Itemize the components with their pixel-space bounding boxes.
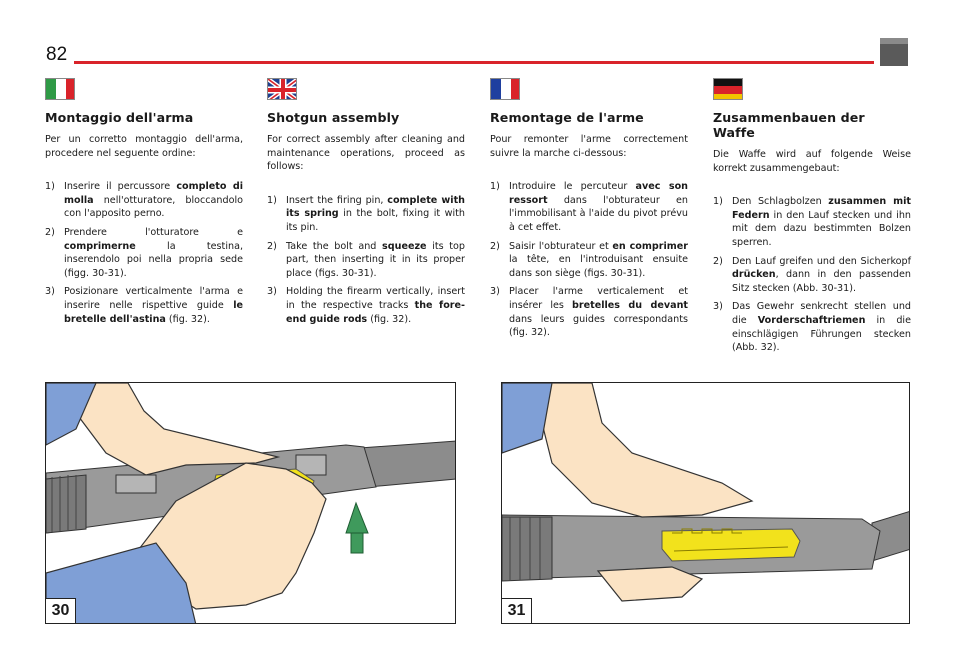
step-item [45, 180, 243, 221]
step-number: 3) [45, 286, 55, 298]
step-text: Placer l'arme verticalement et insérer les [509, 286, 688, 311]
step-text-bold: bretelles du devant [572, 299, 688, 311]
page-number: 82 [46, 44, 68, 65]
step-text: Take the bolt and [286, 240, 383, 252]
steps-list [267, 194, 465, 326]
step-text: Prendere l'otturatore e [64, 226, 243, 238]
step-text-bold: the fore-end guide rods [286, 299, 466, 325]
uk-flag-icon [267, 78, 297, 100]
step-number: 2) [490, 240, 500, 252]
steps-list [45, 180, 243, 326]
step-text: la tête, en l'introduisant ensuite dans son siège (figs. 30-31). [509, 254, 688, 279]
step-text: Den Schlagbolzen [732, 196, 829, 208]
step-item [713, 300, 911, 354]
figure-31-illustration [502, 383, 910, 624]
step-text: in den Lauf stecken und ihn mit dem dazu bestimmten Bolzen sperren. [732, 209, 911, 248]
corner-tab [880, 38, 908, 66]
germany-flag-icon [713, 78, 743, 100]
step-number: 1) [45, 181, 55, 193]
column-italian [45, 78, 243, 331]
column-german [713, 78, 911, 360]
step-number: 3) [713, 301, 723, 313]
step-text: its top part, then inserting it in its proper place (figs. 30-31). [286, 240, 465, 279]
step-text: in the bolt, fixing it with its pin. [286, 208, 465, 233]
step-item [490, 180, 688, 234]
step-text: Das Gewehr senkrecht stellen und die [732, 301, 911, 326]
step-text: Den Lauf greifen und den Sicherkopf [732, 255, 911, 267]
step-text-bold: en comprimer [612, 240, 688, 252]
figure-label: 30 [46, 598, 76, 623]
step-text: nell'otturatore, bloccandolo con l'apposito perno. [64, 194, 243, 220]
section-title: Shotgun assembly [267, 110, 400, 125]
step-text: in die einschlägigen Führungen stecken (Abb. 32). [732, 314, 911, 354]
step-number: 1) [713, 196, 723, 208]
column-english [267, 78, 465, 331]
step-text: (fig. 32). [367, 313, 412, 325]
figure-30-illustration [46, 383, 456, 624]
step-number: 1) [490, 181, 500, 193]
steps-list [713, 195, 911, 355]
step-item [713, 255, 911, 296]
step-text-bold: complete with its spring [286, 194, 465, 220]
step-text-bold: comprimerne [64, 240, 136, 252]
step-item [490, 240, 688, 281]
step-item [45, 285, 243, 326]
section-title: Montaggio dell'arma [45, 110, 194, 125]
header-rule [74, 61, 874, 64]
section-title: Zusammenbauen der Waffe [713, 110, 865, 140]
step-text: Posizionare verticalmente l'arma e inserire nelle rispettive guide [64, 286, 243, 311]
step-item [267, 194, 465, 235]
step-text: la testina, inserendolo poi nella propria sede (figg. 30-31). [64, 240, 243, 279]
steps-list [490, 180, 688, 340]
step-text: dans l'obturateur en l'immobilisant à l'aide du pivot prévu à cet effet. [509, 194, 688, 233]
step-item [267, 240, 465, 281]
figure-label: 31 [502, 598, 532, 623]
step-text-bold: completo di molla [64, 181, 243, 206]
step-text-bold: Vorderschaftriemen [757, 314, 866, 326]
intro-text: Pour remonter l'arme correctement suivre la marche ci-dessous: [490, 134, 688, 159]
step-text-bold: le bretelle dell'astina [64, 299, 243, 325]
step-text-bold: avec son ressort [509, 181, 688, 206]
step-text-bold: zusammen mit Federn [732, 196, 911, 221]
step-number: 3) [490, 286, 500, 298]
figure-31 [501, 382, 910, 624]
step-text: Insert the firing pin, [286, 194, 388, 206]
step-number: 2) [45, 226, 55, 238]
step-item [45, 226, 243, 280]
step-item [267, 285, 465, 326]
column-french [490, 78, 688, 345]
step-item [490, 285, 688, 339]
figure-30 [45, 382, 456, 624]
step-text: Introduire le percuteur [509, 181, 636, 193]
step-text: Saisir l'obturateur et [509, 240, 613, 252]
step-text: (fig. 32). [165, 313, 210, 325]
section-title: Remontage de l'arme [490, 110, 644, 125]
step-text-bold: drücken [732, 269, 776, 281]
step-number: 2) [713, 255, 723, 267]
step-number: 3) [267, 286, 277, 298]
step-number: 2) [267, 240, 277, 252]
intro-text: Die Waffe wird auf folgende Weise korrekt zusammengebaut: [713, 149, 911, 174]
step-text: , dann in den passenden Sitz stecken (Abb. 30-31). [732, 269, 911, 294]
step-text: Inserire il percussore [64, 181, 177, 193]
intro-text: For correct assembly after cleaning and maintenance operations, proceed as follows: [267, 134, 465, 173]
step-item [713, 195, 911, 249]
intro-text: Per un corretto montaggio dell'arma, procedere nel seguente ordine: [45, 134, 243, 159]
step-text-bold: squeeze [382, 240, 427, 252]
step-text: Holding the firearm vertically, insert in the respective tracks [286, 286, 465, 311]
step-number: 1) [267, 194, 277, 206]
france-flag-icon [490, 78, 520, 100]
step-text: dans leurs guides correspondants (fig. 32). [509, 313, 688, 339]
italy-flag-icon [45, 78, 75, 100]
